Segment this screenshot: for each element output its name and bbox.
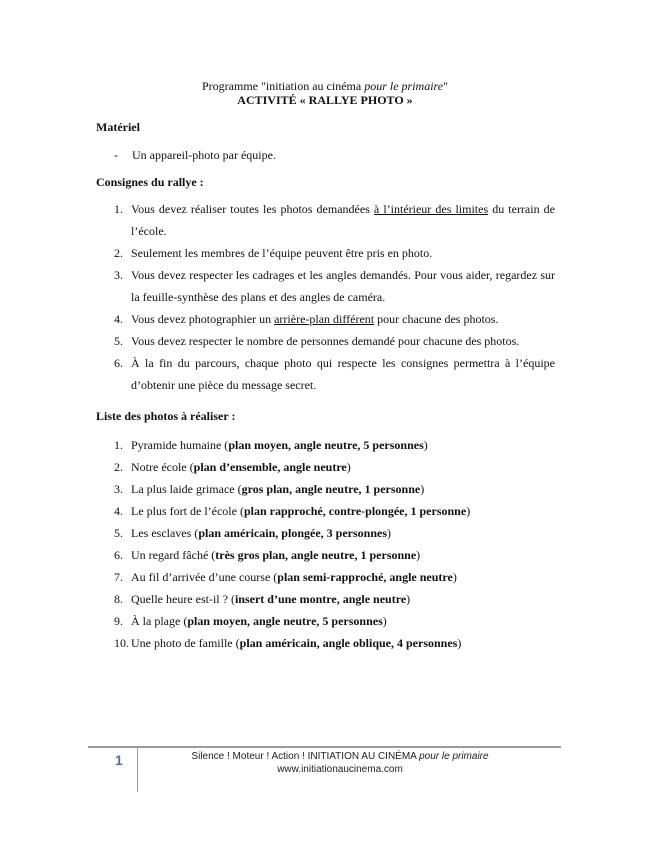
photo-label: Quelle heure est-il ? ( <box>131 592 235 606</box>
paren-close: ) <box>420 482 425 496</box>
materiel-heading: Matériel <box>96 120 140 134</box>
item-text: Vous devez respecter le nombre de personnes demandé pour chacune des photos. <box>131 334 520 348</box>
photo-spec: plan américain, plongée, 3 personnes <box>198 526 387 540</box>
photo-label: À la plage ( <box>131 614 188 628</box>
item-text: du terrain de l’école. <box>131 202 555 238</box>
item-number: 7. <box>114 570 123 584</box>
item-number: 4. <box>114 504 123 518</box>
item-number: 4. <box>114 312 123 326</box>
photo-spec: plan américain, angle oblique, 4 personnes <box>239 636 458 650</box>
document-header <box>0 79 650 107</box>
photo-item <box>114 500 555 522</box>
photo-label: Le plus fort de l’école ( <box>131 504 244 518</box>
item-number: 6. <box>114 356 123 370</box>
item-number: 1. <box>114 438 123 452</box>
program-quote: " <box>443 79 448 93</box>
consigne-item <box>114 352 555 396</box>
photo-item <box>114 478 555 500</box>
item-number: 2. <box>114 246 123 260</box>
dash-bullet: - <box>114 148 118 162</box>
consigne-item <box>114 308 555 330</box>
photo-item <box>114 544 555 566</box>
program-emphasis: pour le primaire <box>364 79 444 93</box>
item-number: 8. <box>114 592 123 606</box>
program-line <box>0 79 650 93</box>
photo-label: Une photo de famille ( <box>131 636 240 650</box>
item-number: 3. <box>114 482 123 496</box>
photo-item <box>114 610 555 632</box>
item-number: 2. <box>114 460 123 474</box>
footer-emphasis: pour le primaire <box>419 751 489 762</box>
paren-close: ) <box>466 504 471 518</box>
photo-item <box>114 632 555 654</box>
photo-spec: très gros plan, angle neutre, 1 personne <box>215 548 417 562</box>
consigne-item <box>114 264 555 308</box>
footer-vertical-divider <box>137 746 138 792</box>
paren-close: ) <box>457 636 462 650</box>
program-text: Programme "initiation au cinéma <box>202 79 365 93</box>
photo-item <box>114 588 555 610</box>
photo-label: Pyramide humaine ( <box>131 438 229 452</box>
photo-label: Notre école ( <box>131 460 194 474</box>
photo-item <box>114 566 555 588</box>
item-text: Vous devez respecter les cadrages et les angles demandés. Pour vous aider, regardez sur la feuille-synthèse des plans et des angles de caméra. <box>131 268 555 304</box>
paren-close: ) <box>386 526 391 540</box>
photos-list <box>114 434 555 654</box>
item-number: 6. <box>114 548 123 562</box>
photo-item <box>114 522 555 544</box>
item-number: 10. <box>114 636 129 650</box>
photo-spec: insert d’une montre, angle neutre <box>234 592 407 606</box>
photo-item <box>114 456 555 478</box>
photo-spec: plan rapproché, contre-plongée, 1 personne <box>243 504 467 518</box>
photo-label: Un regard fâché ( <box>131 548 216 562</box>
item-text: Seulement les membres de l’équipe peuvent être pris en photo. <box>131 246 433 260</box>
consignes-heading: Consignes du rallye : <box>96 175 204 189</box>
footer-program: Silence ! Moteur ! Action ! INITIATION AU CINÉMA <box>191 751 420 762</box>
materiel-item <box>114 148 276 163</box>
footer-text <box>150 750 530 776</box>
consigne-item <box>114 198 555 242</box>
activity-title: ACTIVITÉ « RALLYE PHOTO » <box>237 93 413 107</box>
photos-heading: Liste des photos à réaliser : <box>96 409 236 423</box>
paren-close: ) <box>416 548 421 562</box>
photo-spec: gros plan, angle neutre, 1 personne <box>241 482 421 496</box>
photo-label: Au fil d’arrivée d’une course ( <box>131 570 278 584</box>
materiel-item-text: Un appareil-photo par équipe. <box>132 148 276 162</box>
photo-item <box>114 434 555 456</box>
paren-close: ) <box>382 614 387 628</box>
item-text: À la fin du parcours, chaque photo qui respecte les consignes permettra à l’équipe d’obtenir une pièce du message secret. <box>131 356 555 392</box>
item-text: Vous devez photographier un <box>131 312 275 326</box>
footer-line-1 <box>150 750 530 763</box>
paren-close: ) <box>452 570 457 584</box>
paren-close: ) <box>423 438 428 452</box>
paren-close: ) <box>406 592 411 606</box>
photo-spec: plan moyen, angle neutre, 5 personnes <box>187 614 383 628</box>
photo-label: La plus laide grimace ( <box>131 482 242 496</box>
consigne-item <box>114 242 555 264</box>
photo-spec: plan semi-rapproché, angle neutre <box>277 570 453 584</box>
item-underlined: à l’intérieur des limites <box>373 202 489 216</box>
consignes-list <box>114 198 555 396</box>
item-text: Vous devez réaliser toutes les photos demandées <box>131 202 374 216</box>
item-number: 1. <box>114 202 123 216</box>
consigne-item <box>114 330 555 352</box>
paren-close: ) <box>346 460 351 474</box>
page-number: 1 <box>115 752 123 768</box>
footer-website: www.initiationaucinema.com <box>277 764 403 775</box>
item-number: 5. <box>114 526 123 540</box>
footer-divider <box>88 746 561 748</box>
photo-spec: plan d’ensemble, angle neutre <box>193 460 347 474</box>
photo-label: Les esclaves ( <box>131 526 199 540</box>
item-number: 9. <box>114 614 123 628</box>
item-underlined: arrière-plan différent <box>274 312 375 326</box>
photo-spec: plan moyen, angle neutre, 5 personnes <box>228 438 424 452</box>
item-text: pour chacune des photos. <box>374 312 499 326</box>
item-number: 5. <box>114 334 123 348</box>
item-number: 3. <box>114 268 123 282</box>
